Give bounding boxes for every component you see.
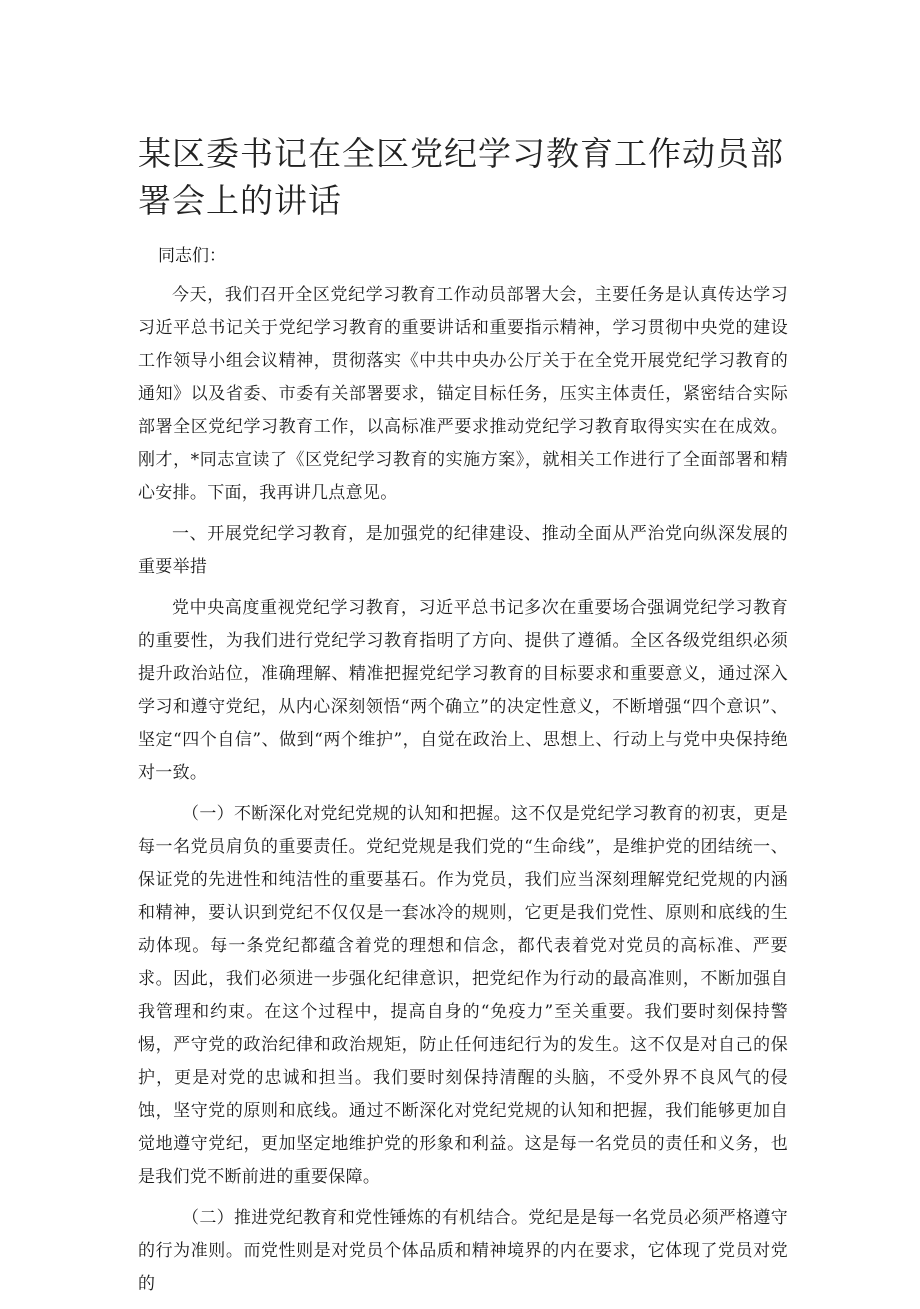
subsection-1: （一）不断深化对党纪党规的认知和把握。这不仅是党纪学习教育的初衷，更是每一名党员肩负的重要责任。党纪党规是我们党的“生命线”，是维护党的团结统一、保证党的先进性和纯洁性的重要基石。作为党员，我们应当深刻理解党纪党规的内涵和精神，要认识到党纪不仅仅是一套冰冷的规则，它更是我们党性、原则和底线的生动体现。每一条党纪都蕴含着党的理想和信念，都代表着党对党员的高标准、严要求。因此，我们必须进一步强化纪律意识，把党纪作为行动的最高准则，不断加强自我管理和约束。在这个过程中，提高自身的“免疫力”至关重要。我们要时刻保持警惕，严守党的政治纪律和政治规矩，防止任何违纪行为的发生。这不仅是对自己的保护，更是对党的忠诚和担当。我们要时刻保持清醒的头脑，不受外界不良风气的侵蚀，坚守党的原则和底线。通过不断深化对党纪党规的认知和把握，我们能够更加自觉地遵守党纪，更加坚定地维护党的形象和利益。这是每一名党员的责任和义务，也是我们党不断前进的重要保障。 xyxy=(138,804,788,1187)
salutation: 同志们： xyxy=(158,246,226,266)
paragraph-intro: 今天，我们召开全区党纪学习教育工作动员部署大会，主要任务是认真传达学习习近平总书记关于党纪学习教育的重要讲话和重要指示精神，学习贯彻中央党的建设工作领导小组会议精神，贯彻落实《中共中央办公厅关于在全党开展党纪学习教育的通知》以及省委、市委有关部署要求，锚定目标任务，压实主体责任，紧密结合实际部署全区党纪学习教育工作，以高标准严要求推动党纪学习教育取得实实在在成效。刚才，*同志宣读了《区党纪学习教育的实施方案》，就相关工作进行了全面部署和精心安排。下面，我再讲几点意见。 xyxy=(138,285,788,503)
subsection-2: （二）推进党纪教育和党性锤炼的有机结合。党纪是是每一名党员必须严格遵守的行为准则。而党性则是对党员个体品质和精神境界的内在要求，它体现了党员对党的 xyxy=(138,1208,788,1294)
section-heading-1: 一、开展党纪学习教育，是加强党的纪律建设、推动全面从严治党向纵深发展的重要举措 xyxy=(138,524,788,577)
paragraph-section-1: 党中央高度重视党纪学习教育，习近平总书记多次在重要场合强调党纪学习教育的重要性，为我们进行党纪学习教育指明了方向、提供了遵循。全区各级党组织必须提升政治站位，准确理解、精准把握党纪学习教育的目标要求和重要意义，通过深入学习和遵守党纪，从内心深刻领悟“两个确立”的决定性意义，不断增强“四个意识”、坚定“四个自信”、做到“两个维护”，自觉在政治上、思想上、行动上与党中央保持绝对一致。 xyxy=(138,598,788,783)
document-title: 某区委书记在全区党纪学习教育工作动员部署会上的讲话 xyxy=(138,134,784,220)
document-body xyxy=(138,240,788,1309)
